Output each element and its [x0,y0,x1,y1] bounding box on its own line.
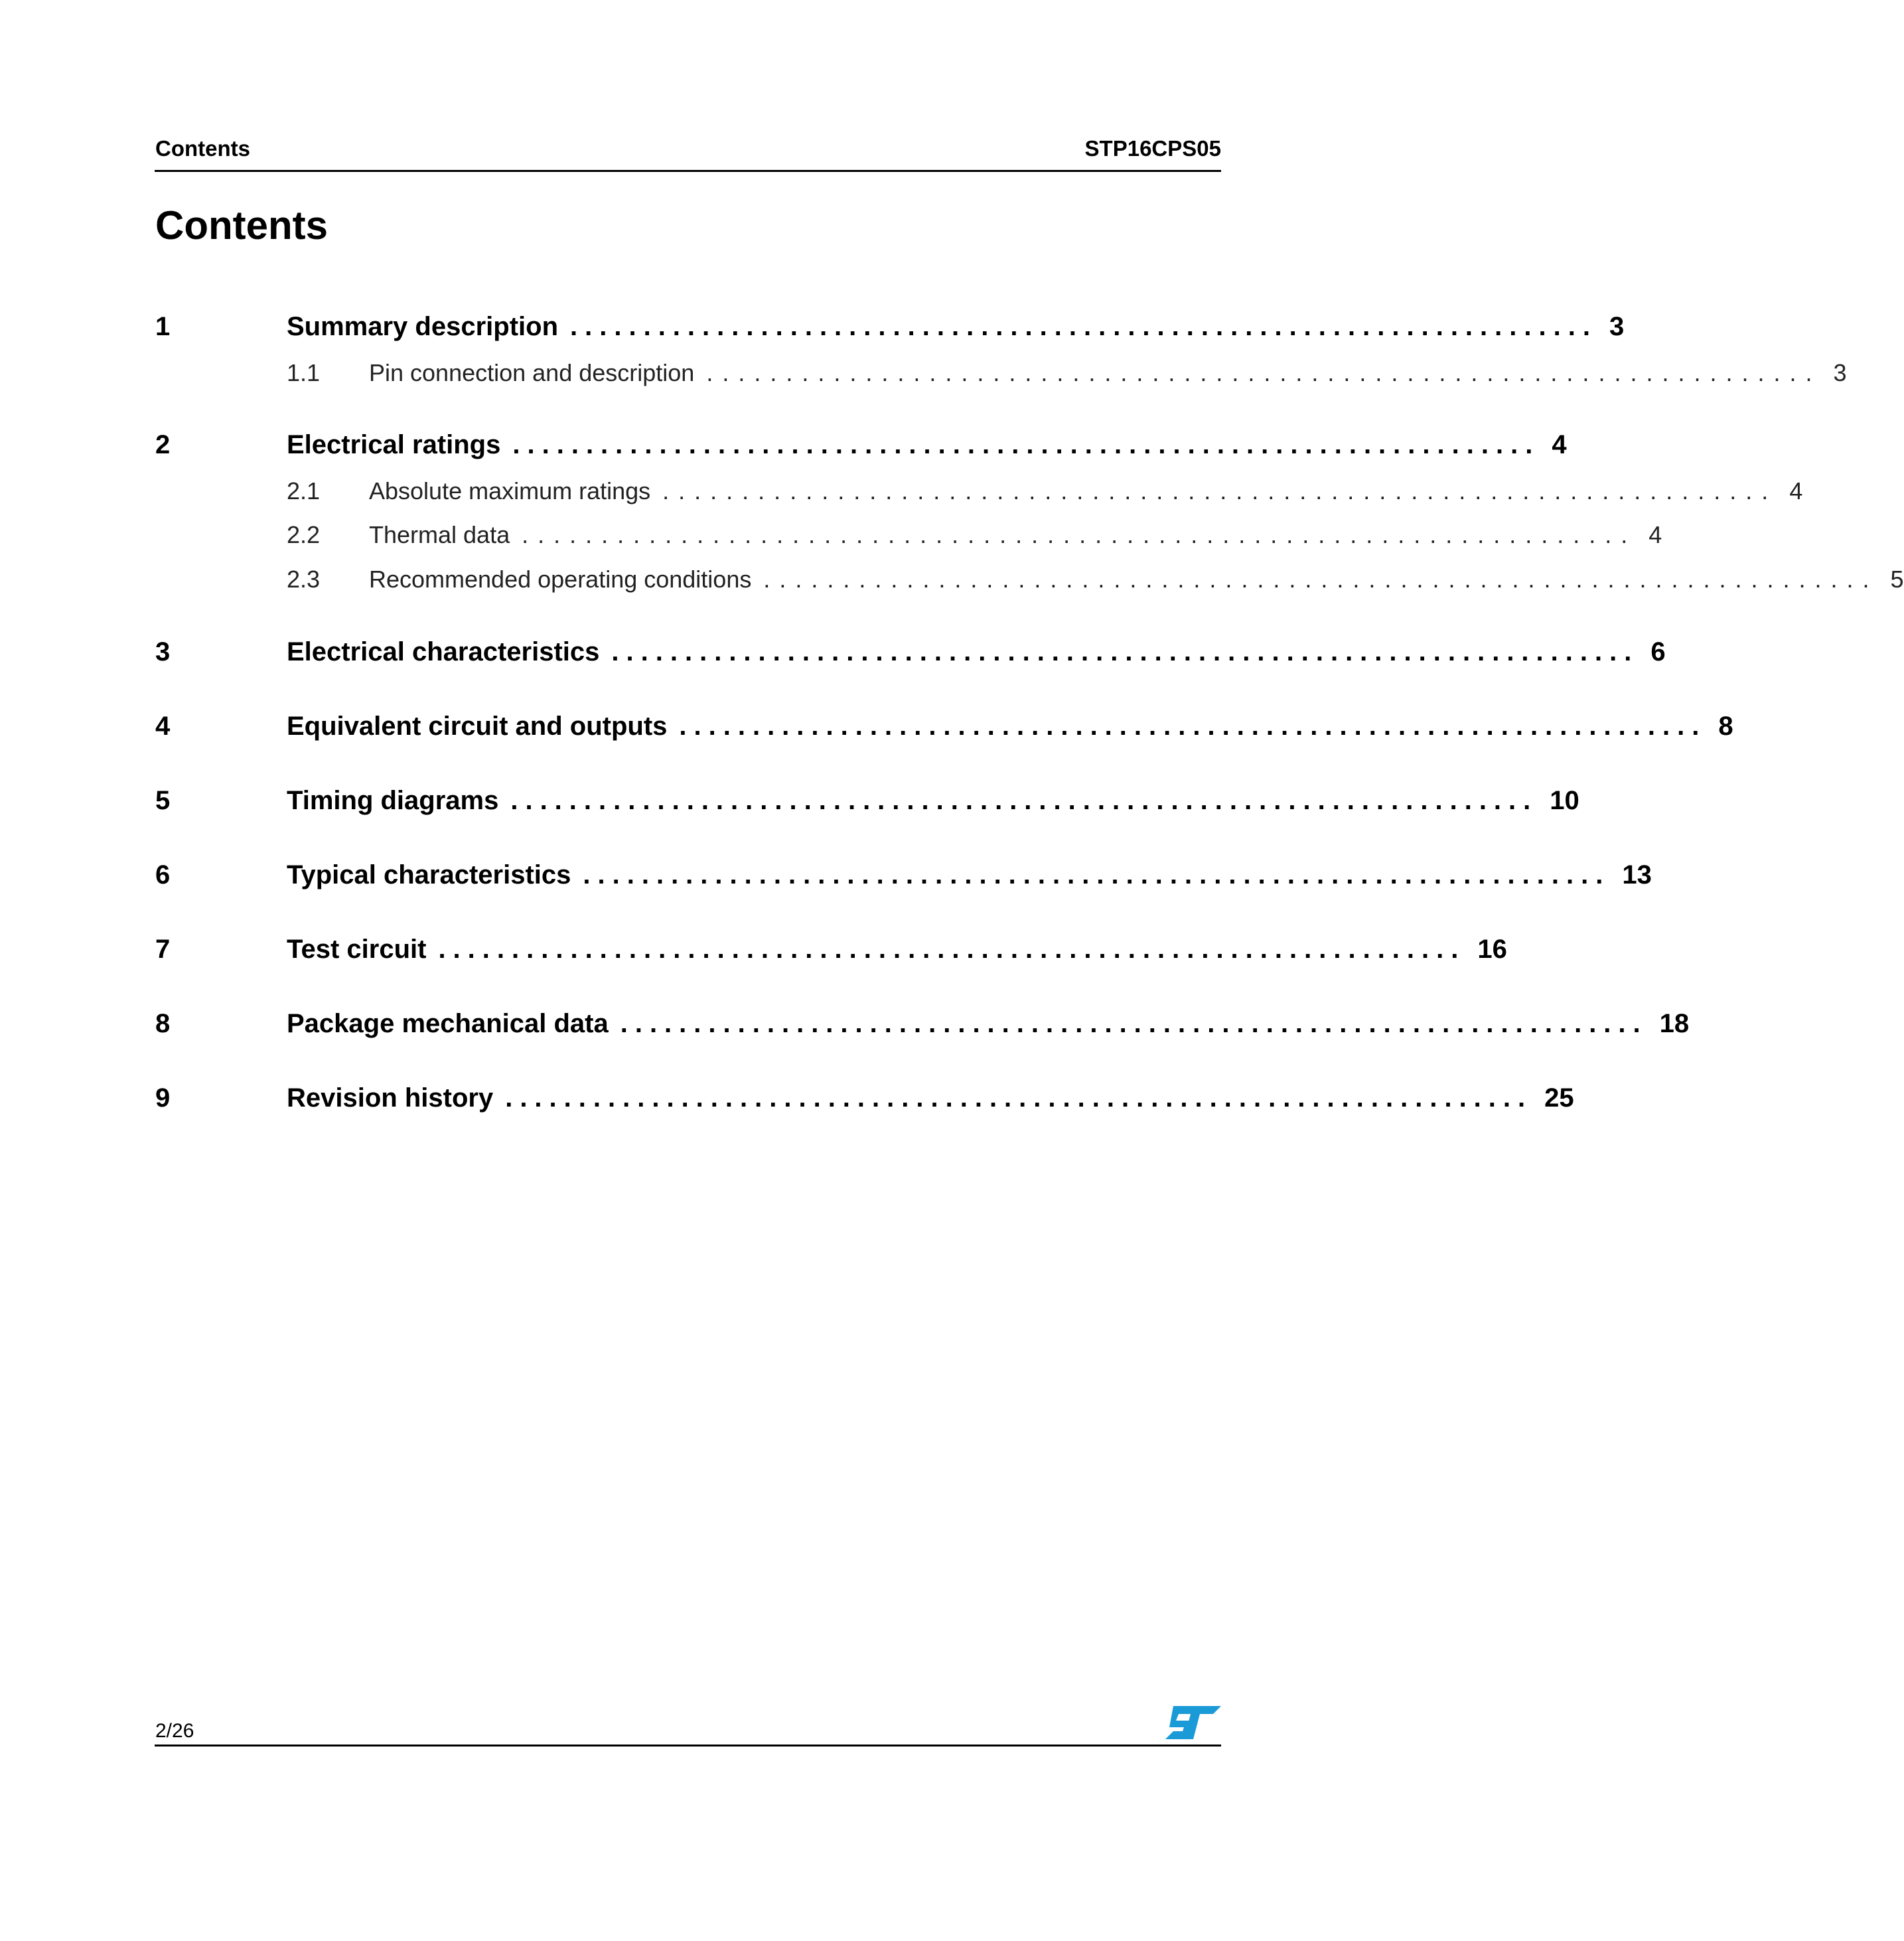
toc-entry-2-2[interactable] [155,520,1662,550]
toc-title: Summary description [287,312,559,341]
toc-page: 4 [1648,521,1662,548]
dot-leader: ...................................................................... [763,566,1879,593]
toc-number: 2.2 [287,521,321,548]
toc-number: 5 [155,786,171,815]
toc-number: 1 [155,312,171,341]
toc-title: Test circuit [287,935,427,964]
toc-title: Pin connection and description [369,359,695,386]
toc-entry-2[interactable] [155,429,1567,461]
toc-number: 3 [155,637,171,666]
toc-page: 4 [1552,430,1567,459]
dot-leader: ...................................................................... [505,1083,1533,1113]
page-number: 2/26 [155,1720,194,1742]
toc-number: 8 [155,1009,171,1038]
header-divider [155,170,1221,172]
dot-leader: ...................................................................... [510,786,1538,815]
running-header-part-number: STP16CPS05 [1084,136,1221,161]
dot-leader: ...................................................................... [706,359,1822,386]
toc-title: Electrical characteristics [287,637,600,666]
toc-page: 8 [1718,712,1733,741]
toc-number: 1.1 [287,359,321,386]
toc-entry-3[interactable] [155,636,1666,668]
running-header-section: Contents [155,136,250,161]
toc-page: 5 [1890,566,1904,593]
toc-title: Typical characteristics [287,860,571,890]
toc-entry-9[interactable] [155,1082,1574,1114]
toc-number: 9 [155,1083,171,1113]
toc-title: Recommended operating conditions [369,566,752,593]
toc-title: Absolute maximum ratings [369,477,651,505]
toc-entry-6[interactable] [155,859,1652,891]
toc-title: Thermal data [369,521,510,548]
dot-leader: ...................................................................... [512,430,1540,459]
toc-number: 2.1 [287,477,321,505]
st-logo-icon [1165,1705,1221,1741]
toc-page: 6 [1650,637,1666,666]
dot-leader: ...................................................................... [438,935,1466,964]
toc-title: Electrical ratings [287,430,501,459]
dot-leader: ...................................................................... [522,521,1637,548]
toc-title: Package mechanical data [287,1009,609,1038]
toc-entry-2-1[interactable] [155,477,1803,506]
dot-leader: ...................................................................... [679,712,1707,741]
dot-leader: ...................................................................... [611,637,1639,666]
toc-number: 2.3 [287,566,321,593]
toc-page: 4 [1789,477,1803,505]
toc-page: 18 [1659,1009,1690,1038]
toc-entry-5[interactable] [155,785,1579,816]
dot-leader: ...................................................................... [662,477,1778,505]
toc-entry-2-3[interactable] [155,565,1904,594]
st-logo-shape [1165,1706,1221,1739]
toc-page: 16 [1477,935,1507,964]
toc-entry-7[interactable] [155,933,1507,965]
dot-leader: ...................................................................... [583,860,1611,890]
dot-leader: ...................................................................... [570,312,1597,341]
toc-page: 25 [1544,1083,1574,1113]
toc-entry-1[interactable] [155,311,1625,343]
page-title: Contents [155,203,328,248]
toc-page: 13 [1622,860,1652,890]
toc-number: 4 [155,712,171,741]
toc-page: 3 [1833,359,1847,386]
dot-leader: ...................................................................... [620,1009,1648,1038]
toc-entry-4[interactable] [155,710,1733,742]
toc-entry-1-1[interactable] [155,358,1847,388]
toc-page: 10 [1550,786,1579,815]
toc-title: Revision history [287,1083,494,1113]
footer-divider [155,1745,1221,1747]
toc-number: 2 [155,430,171,459]
toc-number: 7 [155,935,171,964]
toc-title: Timing diagrams [287,786,499,815]
toc-entry-8[interactable] [155,1008,1690,1040]
toc-title: Equivalent circuit and outputs [287,712,668,741]
toc-page: 3 [1609,312,1625,341]
toc-number: 6 [155,860,171,890]
